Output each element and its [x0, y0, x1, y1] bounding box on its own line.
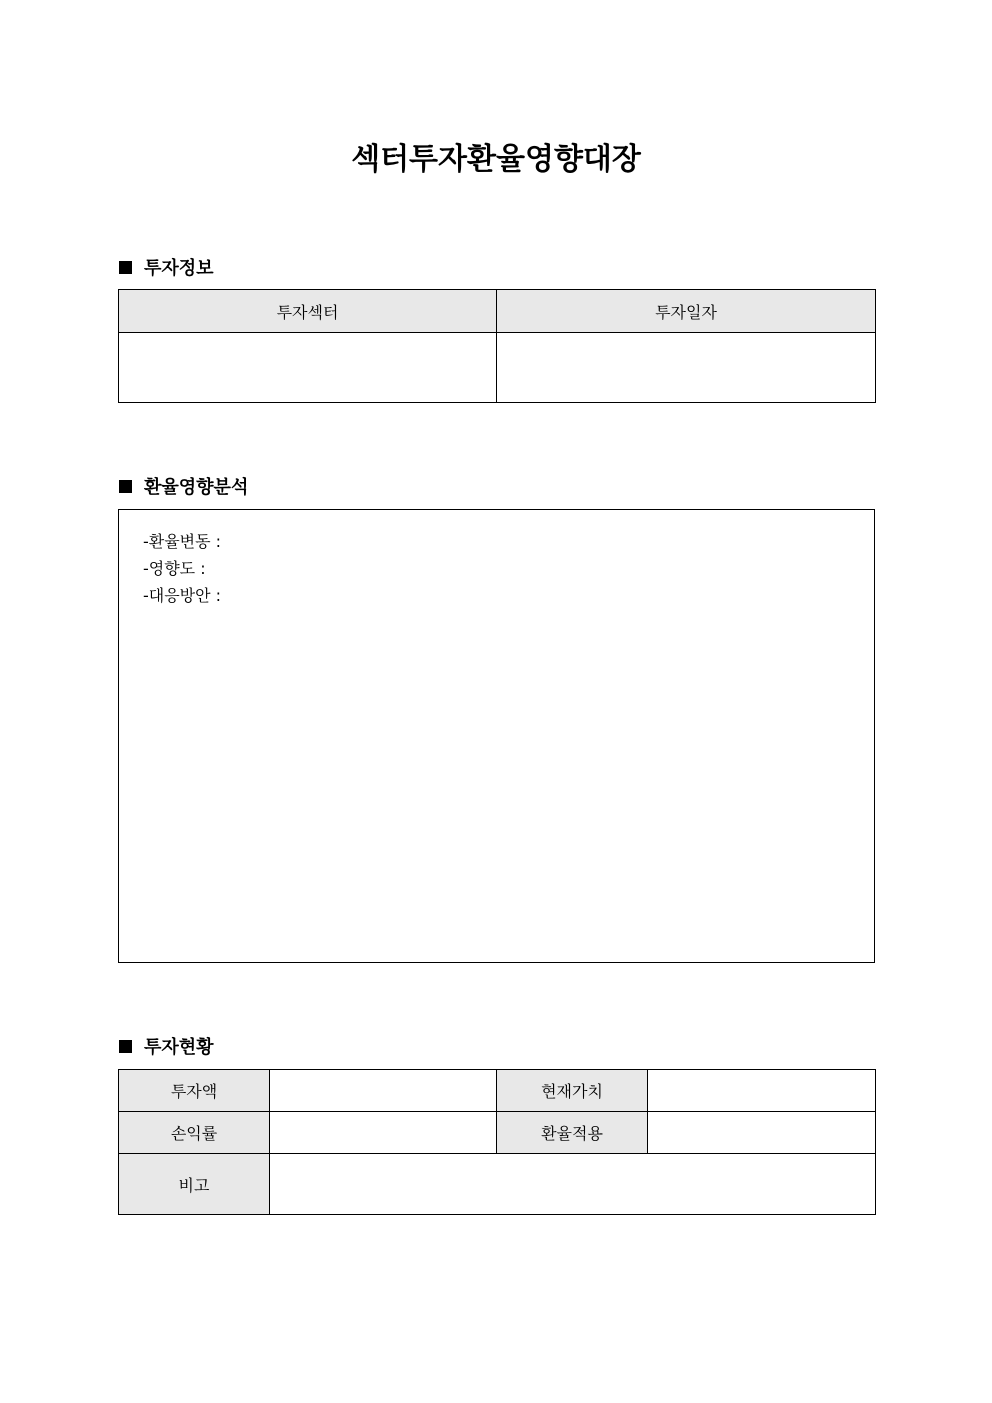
label-fx-applied: 환율적용 [497, 1112, 648, 1154]
square-bullet-icon [119, 480, 132, 493]
analysis-line-fx-change: -환율변동 : [143, 532, 222, 551]
return-rate-value-cell[interactable] [270, 1112, 497, 1154]
fx-applied-value-cell[interactable] [648, 1112, 876, 1154]
label-return-rate: 손익률 [119, 1112, 270, 1154]
section-heading-info-label: 투자정보 [144, 258, 214, 279]
section-heading-status [119, 1033, 214, 1059]
document-title: 섹터투자환율영향대장 [351, 142, 641, 177]
analysis-text-box[interactable] [118, 509, 875, 963]
remarks-value-cell[interactable] [270, 1154, 876, 1215]
column-header-sector: 투자섹터 [119, 290, 497, 333]
analysis-line-impact: -영향도 : [143, 559, 206, 578]
section-heading-analysis-label: 환율영향분석 [144, 477, 249, 498]
investment-status-table [118, 1069, 876, 1215]
sector-value-cell[interactable] [119, 333, 497, 403]
label-amount: 투자액 [119, 1070, 270, 1112]
section-heading-status-label: 투자현황 [144, 1037, 214, 1058]
column-header-date: 투자일자 [497, 290, 876, 333]
current-value-cell[interactable] [648, 1070, 876, 1112]
section-heading-info [119, 254, 214, 280]
investment-info-table [118, 289, 876, 403]
analysis-line-response: -대응방안 : [143, 586, 222, 605]
date-value-cell[interactable] [497, 333, 876, 403]
square-bullet-icon [119, 261, 132, 274]
square-bullet-icon [119, 1040, 132, 1053]
label-current-value: 현재가치 [497, 1070, 648, 1112]
section-heading-analysis [119, 473, 248, 499]
label-remarks: 비고 [119, 1154, 270, 1215]
amount-value-cell[interactable] [270, 1070, 497, 1112]
